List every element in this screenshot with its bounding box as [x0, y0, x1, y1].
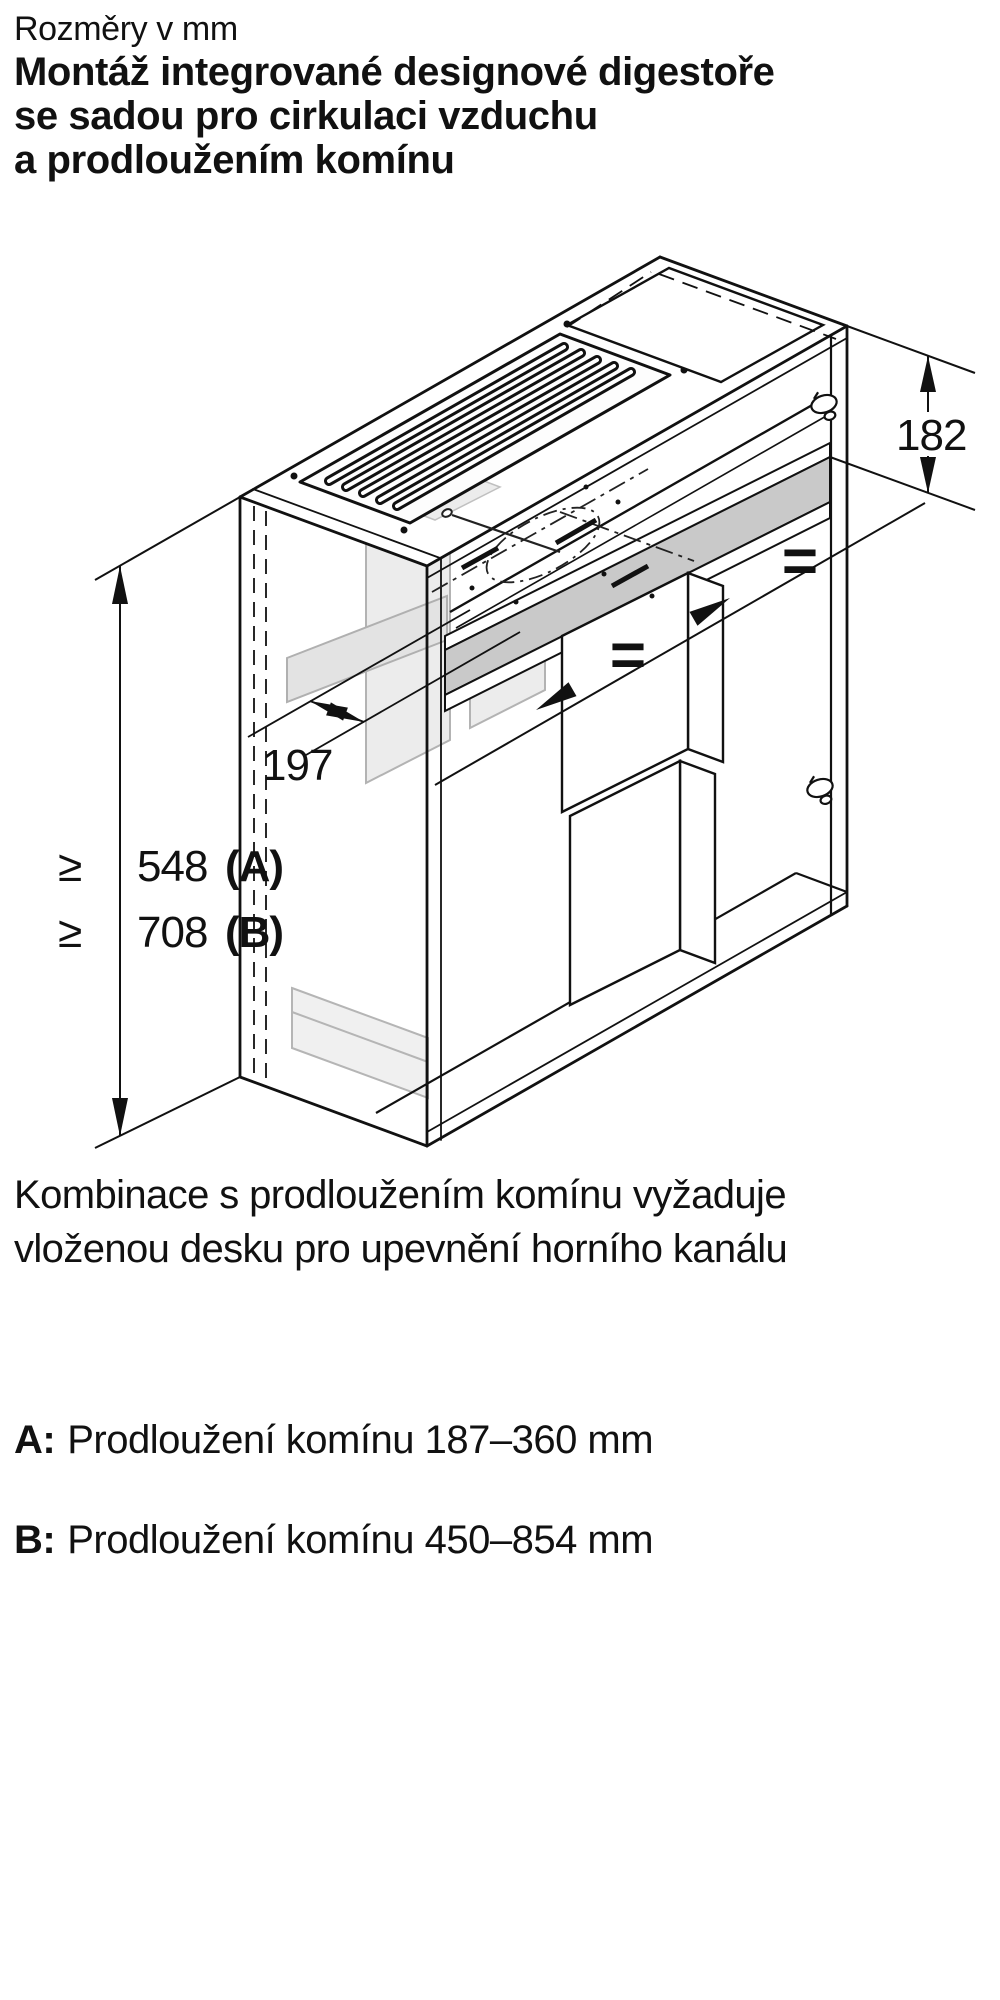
ge-sign-b: ≥ — [58, 908, 82, 957]
equal-mark-1: = — [781, 527, 819, 596]
page-title-2: se sadou pro cirkulaci vzduchu — [14, 94, 598, 138]
legend-item-a — [14, 1418, 653, 1463]
hinge-bottom-icon — [804, 772, 838, 809]
page-title-3: a prodloužením komínu — [14, 138, 455, 182]
note-line-2: vloženou desku pro upevnění horního kanálu — [14, 1227, 788, 1271]
legend-item-b — [14, 1518, 653, 1563]
height-b-value: 708 — [137, 908, 208, 957]
legend-text-b: Prodloužení komínu 450–854 mm — [67, 1518, 654, 1562]
dim-197-label: 197 — [262, 741, 333, 790]
height-a-value: 548 — [137, 842, 208, 891]
page-title-1: Montáž integrované designové digestoře — [14, 50, 775, 94]
ge-sign-a: ≥ — [58, 842, 82, 891]
height-b-key: (B) — [225, 908, 284, 957]
dim-182-label: 182 — [896, 411, 967, 460]
note-block — [14, 1168, 787, 1276]
hinge-top-icon — [808, 388, 842, 425]
height-a-key: (A) — [225, 842, 284, 891]
bottom-shelf-hidden — [292, 988, 428, 1098]
units-note: Rozměry v mm — [14, 10, 238, 48]
equal-mark-2: = — [609, 621, 647, 690]
legend-key-b: B: — [14, 1518, 56, 1562]
note-line-1: Kombinace s prodloužením komínu vyžaduje — [14, 1173, 786, 1217]
dimension-height — [95, 497, 240, 1148]
legend-text-a: Prodloužení komínu 187–360 mm — [67, 1418, 654, 1462]
legend-key-a: A: — [14, 1418, 56, 1462]
